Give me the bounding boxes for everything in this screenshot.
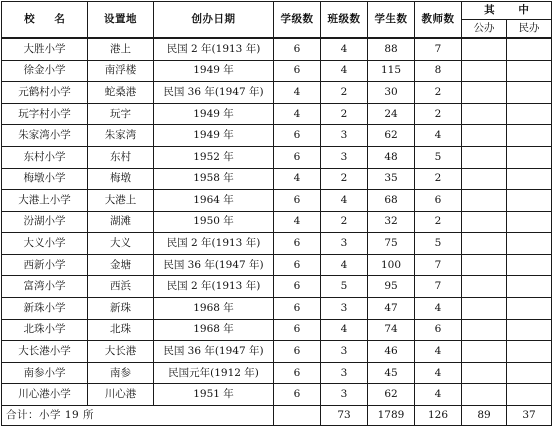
cell-founded-date: 民国 2 年(1913 年): [154, 233, 274, 255]
cell-founded-date: 1968 年: [154, 297, 274, 319]
cell-school-name: 大长港小学: [2, 341, 88, 363]
cell-public: [462, 125, 507, 147]
cell-location: 玩字: [88, 103, 154, 125]
cell-location: 金塘: [88, 254, 154, 276]
cell-class-count: 2: [321, 211, 368, 233]
cell-public: [462, 319, 507, 341]
cell-private: [507, 168, 552, 190]
cell-public: [462, 233, 507, 255]
cell-founded-date: 民国 36 年(1947 年): [154, 82, 274, 104]
cell-public: [462, 297, 507, 319]
cell-class-count: 2: [321, 82, 368, 104]
cell-class-count: 3: [321, 297, 368, 319]
cell-school-name: 大港上小学: [2, 190, 88, 212]
cell-teacher-count: 6: [415, 190, 462, 212]
cell-private: [507, 125, 552, 147]
total-row: [2, 406, 552, 426]
cell-school-name: 朱家湾小学: [2, 125, 88, 147]
cell-school-name: 富湾小学: [2, 276, 88, 298]
cell-location: 南参: [88, 362, 154, 384]
cell-public: [462, 362, 507, 384]
cell-student-count: 45: [368, 362, 415, 384]
cell-grade-count: 6: [274, 146, 321, 168]
table-row: [2, 233, 552, 255]
cell-student-count: 74: [368, 319, 415, 341]
cell-class-count: 4: [321, 190, 368, 212]
cell-grade-count: 6: [274, 276, 321, 298]
cell-grade-count: 6: [274, 384, 321, 406]
cell-school-name: 南参小学: [2, 362, 88, 384]
header-row-top: [2, 2, 552, 20]
total-label: 合计：小学 19 所: [2, 406, 274, 426]
total-teachers: 126: [415, 406, 462, 426]
cell-teacher-count: 2: [415, 82, 462, 104]
cell-public: [462, 384, 507, 406]
cell-teacher-count: 4: [415, 341, 462, 363]
cell-grade-count: 6: [274, 319, 321, 341]
cell-teacher-count: 2: [415, 103, 462, 125]
cell-teacher-count: 4: [415, 297, 462, 319]
header-public: 公办: [462, 20, 507, 39]
cell-school-name: 大义小学: [2, 233, 88, 255]
cell-class-count: 4: [321, 38, 368, 60]
cell-school-name: 徐金小学: [2, 60, 88, 82]
table-row: [2, 190, 552, 212]
cell-founded-date: 民国 36 年(1947 年): [154, 341, 274, 363]
cell-location: 港上: [88, 38, 154, 60]
cell-student-count: 88: [368, 38, 415, 60]
cell-founded-date: 民国元年(1912 年): [154, 362, 274, 384]
cell-grade-count: 6: [274, 60, 321, 82]
cell-location: 新珠: [88, 297, 154, 319]
cell-class-count: 3: [321, 125, 368, 147]
cell-private: [507, 146, 552, 168]
cell-school-name: 川心港小学: [2, 384, 88, 406]
cell-student-count: 35: [368, 168, 415, 190]
cell-location: 大义: [88, 233, 154, 255]
header-private: 民办: [507, 20, 552, 39]
cell-class-count: 3: [321, 233, 368, 255]
cell-teacher-count: 7: [415, 38, 462, 60]
cell-class-count: 5: [321, 276, 368, 298]
header-grade-count: 学级数: [274, 2, 321, 39]
cell-location: 川心港: [88, 384, 154, 406]
cell-teacher-count: 4: [415, 125, 462, 147]
header-student-count: 学生数: [368, 2, 415, 39]
cell-founded-date: 1964 年: [154, 190, 274, 212]
cell-student-count: 46: [368, 341, 415, 363]
cell-location: 大长港: [88, 341, 154, 363]
table-header: [2, 2, 552, 39]
cell-location: 朱家湾: [88, 125, 154, 147]
cell-grade-count: 4: [274, 82, 321, 104]
cell-private: [507, 82, 552, 104]
header-teacher-count: 教师数: [415, 2, 462, 39]
cell-class-count: 2: [321, 168, 368, 190]
cell-class-count: 3: [321, 341, 368, 363]
cell-class-count: 2: [321, 103, 368, 125]
cell-location: 西浜: [88, 276, 154, 298]
header-founded-date: 创办日期: [154, 2, 274, 39]
cell-class-count: 4: [321, 319, 368, 341]
cell-student-count: 47: [368, 297, 415, 319]
cell-private: [507, 297, 552, 319]
cell-location: 北珠: [88, 319, 154, 341]
cell-grade-count: 4: [274, 168, 321, 190]
cell-private: [507, 38, 552, 60]
cell-student-count: 62: [368, 125, 415, 147]
cell-grade-count: 6: [274, 362, 321, 384]
cell-school-name: 玩字村小学: [2, 103, 88, 125]
cell-location: 大港上: [88, 190, 154, 212]
cell-teacher-count: 5: [415, 233, 462, 255]
cell-school-name: 梅墩小学: [2, 168, 88, 190]
cell-student-count: 24: [368, 103, 415, 125]
cell-founded-date: 1950 年: [154, 211, 274, 233]
cell-private: [507, 362, 552, 384]
total-students: 1789: [368, 406, 415, 426]
cell-student-count: 48: [368, 146, 415, 168]
header-location: 设置地: [88, 2, 154, 39]
cell-student-count: 62: [368, 384, 415, 406]
cell-teacher-count: 4: [415, 362, 462, 384]
cell-public: [462, 103, 507, 125]
cell-location: 蛇桑港: [88, 82, 154, 104]
cell-public: [462, 254, 507, 276]
cell-class-count: 3: [321, 146, 368, 168]
cell-private: [507, 190, 552, 212]
cell-founded-date: 1968 年: [154, 319, 274, 341]
cell-location: 湖滩: [88, 211, 154, 233]
table-row: [2, 362, 552, 384]
cell-founded-date: 民国 36 年(1947 年): [154, 254, 274, 276]
cell-public: [462, 190, 507, 212]
cell-school-name: 西新小学: [2, 254, 88, 276]
cell-founded-date: 民国 2 年(1913 年): [154, 38, 274, 60]
cell-teacher-count: 6: [415, 319, 462, 341]
cell-public: [462, 146, 507, 168]
cell-student-count: 30: [368, 82, 415, 104]
cell-public: [462, 211, 507, 233]
cell-teacher-count: 4: [415, 384, 462, 406]
cell-private: [507, 233, 552, 255]
cell-school-name: 元鹤村小学: [2, 82, 88, 104]
table-row: [2, 319, 552, 341]
cell-class-count: 4: [321, 60, 368, 82]
total-public: 89: [462, 406, 507, 426]
total-private: 37: [507, 406, 552, 426]
cell-grade-count: 4: [274, 103, 321, 125]
cell-student-count: 115: [368, 60, 415, 82]
cell-school-name: 新珠小学: [2, 297, 88, 319]
cell-founded-date: 民国 2 年(1913 年): [154, 276, 274, 298]
cell-private: [507, 211, 552, 233]
cell-school-name: 汾湖小学: [2, 211, 88, 233]
cell-location: 东村: [88, 146, 154, 168]
table-row: [2, 103, 552, 125]
total-grades-cell: [274, 406, 321, 426]
table-row: [2, 297, 552, 319]
cell-founded-date: 1952 年: [154, 146, 274, 168]
cell-teacher-count: 2: [415, 211, 462, 233]
cell-student-count: 75: [368, 233, 415, 255]
cell-teacher-count: 2: [415, 168, 462, 190]
cell-private: [507, 254, 552, 276]
cell-founded-date: 1958 年: [154, 168, 274, 190]
cell-founded-date: 1951 年: [154, 384, 274, 406]
cell-public: [462, 341, 507, 363]
cell-student-count: 100: [368, 254, 415, 276]
table-row: [2, 276, 552, 298]
school-statistics-table: [1, 1, 552, 426]
cell-student-count: 95: [368, 276, 415, 298]
cell-school-name: 东村小学: [2, 146, 88, 168]
table-row: [2, 125, 552, 147]
cell-location: 南浮楼: [88, 60, 154, 82]
cell-private: [507, 60, 552, 82]
table-footer: [2, 406, 552, 426]
cell-founded-date: 1949 年: [154, 103, 274, 125]
total-classes: 73: [321, 406, 368, 426]
cell-class-count: 3: [321, 362, 368, 384]
table-row: [2, 38, 552, 60]
cell-public: [462, 276, 507, 298]
table-row: [2, 341, 552, 363]
cell-private: [507, 384, 552, 406]
cell-teacher-count: 5: [415, 146, 462, 168]
header-school-name: 校 名: [2, 2, 88, 39]
cell-public: [462, 168, 507, 190]
cell-founded-date: 1949 年: [154, 60, 274, 82]
cell-grade-count: 6: [274, 233, 321, 255]
cell-grade-count: 6: [274, 254, 321, 276]
cell-public: [462, 60, 507, 82]
cell-grade-count: 6: [274, 190, 321, 212]
cell-class-count: 4: [321, 254, 368, 276]
cell-grade-count: 4: [274, 211, 321, 233]
cell-private: [507, 103, 552, 125]
cell-grade-count: 6: [274, 341, 321, 363]
cell-school-name: 大胜小学: [2, 38, 88, 60]
cell-teacher-count: 7: [415, 276, 462, 298]
table-row: [2, 60, 552, 82]
cell-grade-count: 6: [274, 125, 321, 147]
header-of-which: 其 中: [462, 2, 552, 20]
cell-private: [507, 319, 552, 341]
cell-grade-count: 6: [274, 38, 321, 60]
cell-student-count: 68: [368, 190, 415, 212]
cell-teacher-count: 7: [415, 254, 462, 276]
table-row: [2, 384, 552, 406]
cell-private: [507, 341, 552, 363]
cell-public: [462, 38, 507, 60]
table-row: [2, 254, 552, 276]
table-row: [2, 211, 552, 233]
table-row: [2, 146, 552, 168]
table-row: [2, 82, 552, 104]
cell-school-name: 北珠小学: [2, 319, 88, 341]
table-row: [2, 168, 552, 190]
cell-teacher-count: 8: [415, 60, 462, 82]
cell-grade-count: 6: [274, 297, 321, 319]
header-class-count: 班级数: [321, 2, 368, 39]
table-body: [2, 38, 552, 406]
cell-private: [507, 276, 552, 298]
cell-founded-date: 1949 年: [154, 125, 274, 147]
cell-class-count: 3: [321, 384, 368, 406]
cell-location: 梅墩: [88, 168, 154, 190]
cell-public: [462, 82, 507, 104]
cell-student-count: 32: [368, 211, 415, 233]
